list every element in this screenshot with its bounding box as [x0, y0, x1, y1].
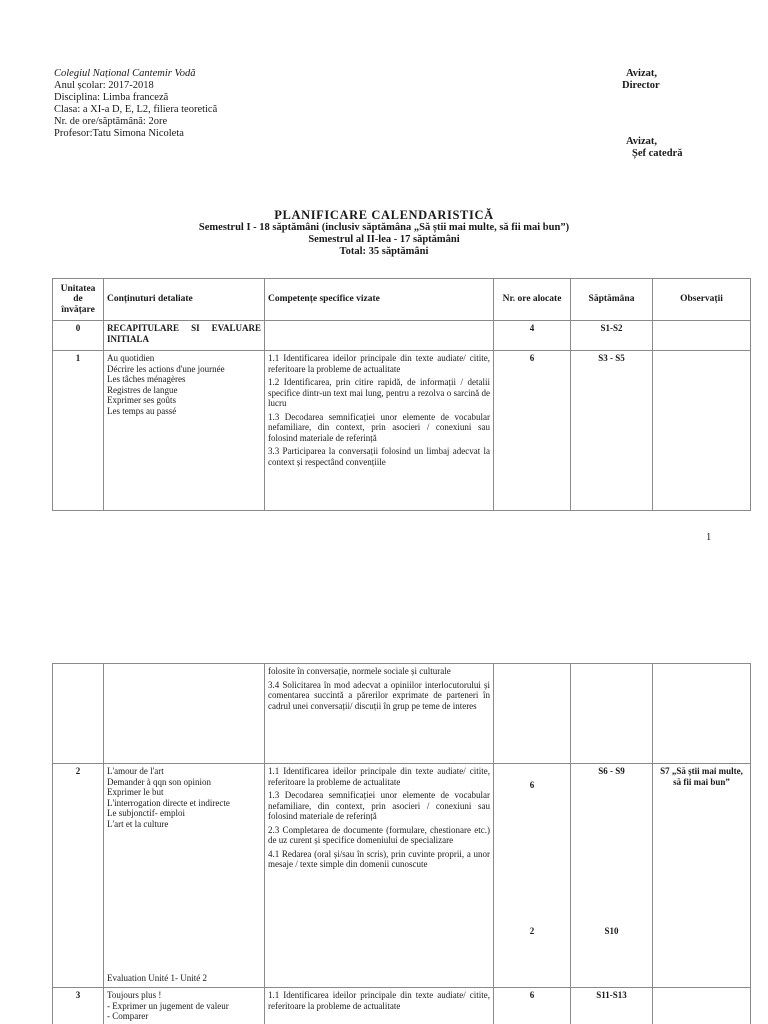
page-gap — [0, 578, 768, 660]
unit-competences — [265, 321, 494, 351]
page-number: 1 — [706, 532, 712, 543]
table-row — [53, 988, 751, 1024]
competence-item: 1.3 Decodarea semnificației unor elemente de vocabular nefamiliare, din context, prin asocieri / conexiuni sau folosind materiale de referință — [268, 411, 490, 443]
header-hours: Nr. ore alocate — [494, 279, 571, 321]
competence-item: 1.1 Identificarea ideilor principale din texte audiate/ citite, referitoare la probleme de actualitate — [268, 766, 490, 787]
avizat-label: Avizat, — [626, 68, 658, 79]
unit-observations — [653, 351, 751, 511]
competence-item: 3.3 Participarea la conversații folosind un limbaj adecvat la context și respectând convențiile — [268, 446, 490, 467]
director-label: Director — [622, 80, 660, 91]
content-line: - Comparer — [107, 1011, 149, 1021]
unit-content — [104, 664, 265, 764]
unit-week: S3 - S5 — [571, 351, 653, 511]
table-row — [53, 764, 751, 988]
header-competences: Competențe specifice vizate — [265, 279, 494, 321]
unit-number: 2 — [53, 764, 104, 988]
head-of-department-approval — [626, 136, 682, 160]
planning-table — [52, 278, 751, 511]
content-line: Les tâches ménagères — [107, 374, 186, 384]
unit-hours: 4 — [494, 321, 571, 351]
competence-item: folosite în conversație, normele sociale și culturale — [268, 666, 451, 676]
header-content: Conținuturi detaliate — [104, 279, 265, 321]
content-line: L'amour de l'art — [107, 766, 164, 776]
unit-observations — [653, 988, 751, 1024]
content-line: Demander à qqn son opinion — [107, 776, 211, 787]
school-name: Colegiul Național Cantemir Vodă — [54, 68, 196, 79]
unit-competences — [265, 764, 494, 988]
semester-1-info: Semestrul I - 18 săptămâni (inclusiv săptămâna „Să știi mai multe, să fii mai bun”) — [198, 222, 570, 233]
table-row — [53, 321, 751, 351]
content-line: L'art et la culture — [107, 818, 169, 829]
unit-observations: S7 „Să știi mai multe, să fii mai bun” — [653, 764, 751, 988]
competence-item: 3.4 Solicitarea în mod adecvat a opiniilor interlocutorului și comentarea succintă a părerilor exprimate de parteneri în cadrul unei conversații/ discuții în grup pe teme de interes — [268, 679, 490, 711]
unit-number: 3 — [53, 988, 104, 1024]
header-week: Săptămâna — [571, 279, 653, 321]
content-line: Le subjonctif- emploi — [107, 808, 185, 818]
avizat-label: Avizat, — [626, 136, 658, 147]
content-line: L'interrogation directe et indirecte — [107, 797, 230, 808]
hours-eval-value: 2 — [529, 926, 535, 936]
document-title-block — [0, 208, 768, 258]
teacher-name: Profesor:Tatu Simona Nicoleta — [54, 128, 184, 139]
unit-week: S1-S2 — [571, 321, 653, 351]
evaluation-line: Evaluation Unité 1- Unité 2 — [107, 972, 207, 983]
unit-competences — [265, 988, 494, 1024]
content-line: Décrire les actions d'une journée — [107, 363, 225, 374]
competence-item: 1.2 Identificarea, prin citire rapidă, de informații / detalii specifice dintr-un text mai lung, pentru a rezolva o sarcină de lucru — [268, 377, 490, 408]
unit-number: 0 — [53, 321, 104, 351]
unit-content — [104, 764, 265, 988]
unit-week — [571, 664, 653, 764]
hours-value: 6 — [529, 780, 535, 790]
header-observations: Observații — [653, 279, 751, 321]
content-line: Registres de langue — [107, 384, 178, 395]
director-approval — [622, 68, 660, 92]
school-year: Anul școlar: 2017-2018 — [54, 80, 154, 91]
total-weeks: Total: 35 săptămâni — [339, 246, 429, 257]
planning-table-continued — [52, 663, 751, 1024]
table-row — [53, 664, 751, 764]
table-row — [53, 351, 751, 511]
unit-hours — [494, 664, 571, 764]
header-info — [54, 68, 217, 140]
unit-hours — [494, 764, 571, 988]
table-header-row — [53, 279, 751, 321]
competence-item: 4.1 Redarea (oral și/sau în scris), prin cuvinte proprii, a unor mesaje / texte simple din domenii cunoscute — [268, 848, 490, 869]
header-unit: Unitatea de învățare — [53, 279, 104, 321]
competence-item: 2.3 Completarea de documente (formulare, chestionare etc.) de uz curent și specifice domeniului de specializare — [268, 824, 490, 845]
unit-competences — [265, 664, 494, 764]
discipline: Disciplina: Limba franceză — [54, 92, 169, 103]
content-line: - Exprimer un jugement de valeur — [107, 1000, 229, 1011]
unit-number — [53, 664, 104, 764]
week-value: S6 - S9 — [598, 766, 625, 776]
unit-hours: 6 — [494, 988, 571, 1024]
content-line: Au quotidien — [107, 353, 155, 363]
unit-content — [104, 988, 265, 1024]
unit-content: RECAPITULARE SI EVALUARE INITIALA — [104, 321, 265, 351]
sef-catedra-label: Șef catedră — [632, 148, 683, 159]
content-line: Exprimer ses goûts — [107, 395, 176, 405]
unit-competences — [265, 351, 494, 511]
unit-number: 1 — [53, 351, 104, 511]
competence-item: 1.3 Decodarea semnificației unor elemente de vocabular nefamiliare, din context, prin asocieri / conexiuni sau folosind materiale de referință — [268, 790, 490, 821]
unit-observations — [653, 664, 751, 764]
unit-week: S11-S13 — [571, 988, 653, 1024]
unit-content — [104, 351, 265, 511]
hours-info: Nr. de ore/săptămână: 2ore — [54, 116, 168, 127]
content-line: Les temps au passé — [107, 405, 177, 416]
unit-observations — [653, 321, 751, 351]
document-title: PLANIFICARE CALENDARISTICĂ — [274, 208, 494, 222]
content-line: Toujours plus ! — [107, 990, 162, 1000]
week-eval-value: S10 — [604, 926, 619, 936]
competence-item: 1.1 Identificarea ideilor principale din texte audiate/ citite, referitoare la probleme de actualitate — [268, 990, 490, 1011]
class-info: Clasa: a XI-a D, E, L2, filiera teoretică — [54, 104, 218, 115]
semester-2-info: Semestrul al II-lea - 17 săptămâni — [308, 234, 460, 245]
document-page-2 — [0, 660, 768, 1024]
unit-hours: 6 — [494, 351, 571, 511]
unit-week — [571, 764, 653, 988]
competence-item: 1.1 Identificarea ideilor principale din texte audiate/ citite, referitoare la probleme de actualitate — [268, 353, 490, 374]
content-line: Exprimer le but — [107, 787, 164, 797]
